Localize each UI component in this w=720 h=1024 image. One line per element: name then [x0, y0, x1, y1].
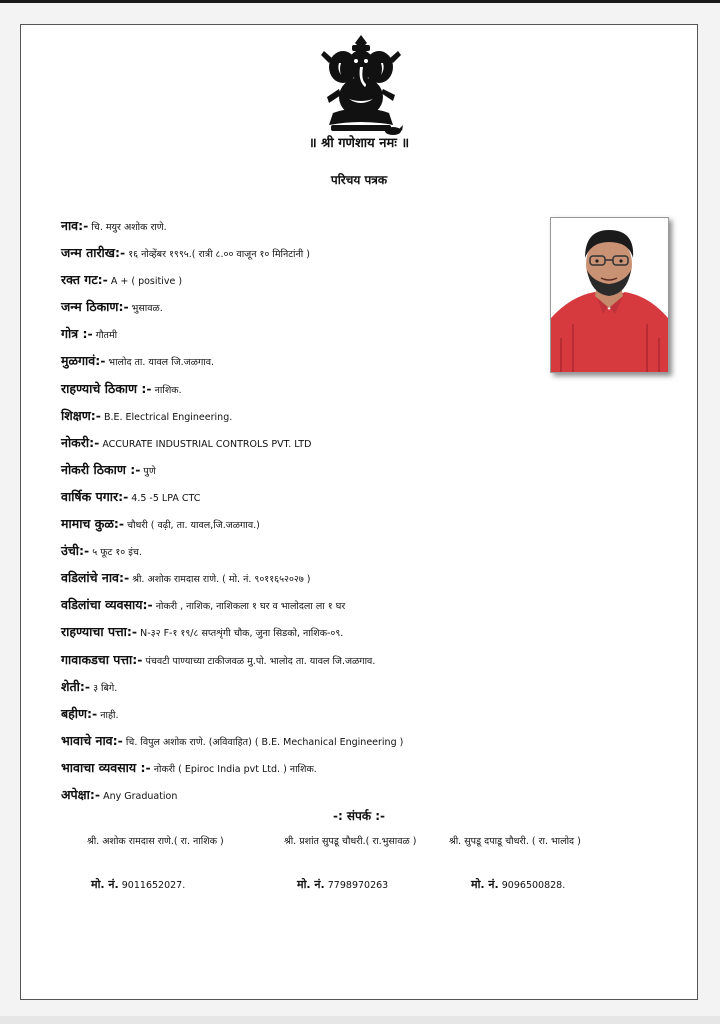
detail-value: चि. मयुर अशोक राणे. [88, 222, 167, 233]
ganesha-icon [319, 33, 403, 137]
biodata-page [20, 24, 698, 1000]
detail-label: मामाच कुळ:- [61, 516, 125, 532]
detail-value: A + ( positive ) [107, 276, 183, 288]
detail-row [61, 727, 691, 754]
detail-value: भालोद ता. यावल जि.जळगाव. [105, 357, 215, 369]
detail-row [61, 646, 691, 673]
detail-row [61, 700, 691, 727]
detail-label: मुळगावं:- [61, 353, 106, 369]
top-edge [0, 0, 720, 3]
detail-label: गोत्र :- [61, 326, 93, 342]
detail-row [61, 781, 691, 808]
mobile-label: मो. नं. [297, 878, 325, 891]
detail-value: ३ बिगे. [90, 682, 118, 694]
document-title: परिचय पत्रक [330, 173, 388, 187]
detail-label: जन्म तारीख:- [61, 245, 126, 261]
detail-row [61, 591, 691, 618]
detail-value: १६ नोव्हेंबर १९९५.( रात्री ८.०० वाजून १० मिनिटांनी ) [125, 249, 310, 261]
detail-value: ५ फूट १० इंच. [89, 547, 142, 559]
detail-label: बहीण:- [61, 705, 98, 721]
detail-row [61, 483, 691, 510]
detail-value: N-३२ F-१ १९/८ सप्तशृंगी चौक, जुना सिडको, नाशिक-०९. [137, 628, 344, 640]
detail-value: श्री. अशोक रामदास राणे. ( मो. नं. ९०११६५२०२७ ) [129, 574, 311, 586]
detail-value: पुणे [140, 465, 156, 477]
detail-row [61, 673, 691, 700]
detail-row [61, 239, 691, 266]
mobile-label: मो. नं. [91, 878, 119, 891]
contact-title: -: संपर्क :- [332, 809, 386, 823]
detail-label: उंची:- [61, 543, 90, 559]
detail-row [61, 212, 691, 239]
contact-person-3: श्री. सुपडू दपाडू चौधरी. ( रा. भालोद ) [449, 836, 581, 847]
detail-value: नाही. [97, 709, 119, 721]
shloka-text: ॥ श्री गणेशाय नमः ॥ [308, 136, 410, 151]
detail-label: राहण्याचे ठिकाण :- [61, 380, 152, 396]
detail-label: शेती:- [61, 678, 91, 694]
detail-value: Any Graduation [100, 790, 178, 802]
bottom-edge [0, 1016, 720, 1024]
detail-label: राहण्याचा पत्ता:- [61, 624, 138, 640]
detail-value: गौतमी [92, 330, 118, 342]
detail-row [61, 564, 691, 591]
detail-value: चि. विपुल अशोक राणे. (अविवाहित) ( B.E. Mechanical Engineering ) [122, 736, 404, 748]
contact-mobile-2 [297, 877, 388, 892]
detail-value: 4.5 -5 LPA CTC [128, 492, 201, 504]
contact-person-1: श्री. अशोक रामदास राणे.( रा. नाशिक ) [87, 836, 224, 847]
detail-row [61, 320, 691, 347]
detail-row [61, 537, 691, 564]
detail-label: अपेक्षा:- [61, 786, 101, 802]
contact-person-2: श्री. प्रशांत सुपडू चौधरी.( रा.भुसावळ ) [284, 836, 417, 847]
mobile-number: 9011652027. [121, 880, 186, 891]
detail-value: नोकरी ( Epiroc India pvt Ltd. ) नाशिक. [150, 763, 317, 775]
detail-label: वडिलांचा व्यवसाय:- [61, 597, 153, 613]
detail-row [61, 510, 691, 537]
detail-row [61, 754, 691, 781]
detail-row [61, 375, 691, 402]
detail-label: रक्त गट:- [61, 272, 108, 288]
detail-row [61, 402, 691, 429]
mobile-label: मो. नं. [471, 878, 499, 891]
detail-value: भुसावळ. [128, 303, 163, 315]
details-list [61, 212, 691, 808]
detail-value: नोकरी , नाशिक, नाशिकला १ घर व भालोदला ला १ घर [152, 601, 346, 613]
detail-label: शिक्षण:- [61, 407, 101, 423]
detail-label: नोकरी:- [61, 434, 100, 450]
detail-row [61, 429, 691, 456]
mobile-number: 9096500828. [501, 880, 566, 891]
detail-label: भावाचे नाव:- [61, 732, 123, 748]
detail-label: वडिलांचे नाव:- [61, 570, 130, 586]
detail-label: गावाकडचा पत्ता:- [61, 651, 143, 667]
contact-mobile-1 [91, 877, 185, 892]
detail-label: जन्म ठिकाण:- [61, 299, 129, 315]
detail-row [61, 347, 691, 374]
detail-value: चौधरी ( वढ़ी, ता. यावल,जि.जळगाव.) [124, 520, 260, 532]
detail-row [61, 293, 691, 320]
detail-label: भावाचा व्यवसाय :- [61, 759, 151, 775]
mobile-number: 7798970263 [327, 880, 389, 891]
contact-mobile-3 [471, 877, 565, 892]
detail-value: नाशिक. [151, 384, 182, 396]
detail-value: ACCURATE INDUSTRIAL CONTROLS PVT. LTD [99, 438, 312, 450]
detail-label: नोकरी ठिकाण :- [61, 461, 141, 477]
detail-label: वार्षिक पगार:- [61, 488, 129, 504]
detail-label: नाव:- [61, 218, 89, 233]
detail-row [61, 266, 691, 293]
detail-value: पंचवटी पाण्याच्या टाकीजवळ मु.पो. भालोद ता. यावल जि.जळगाव. [142, 655, 376, 667]
detail-row [61, 618, 691, 645]
detail-row [61, 456, 691, 483]
detail-value: B.E. Electrical Engineering. [100, 411, 233, 423]
